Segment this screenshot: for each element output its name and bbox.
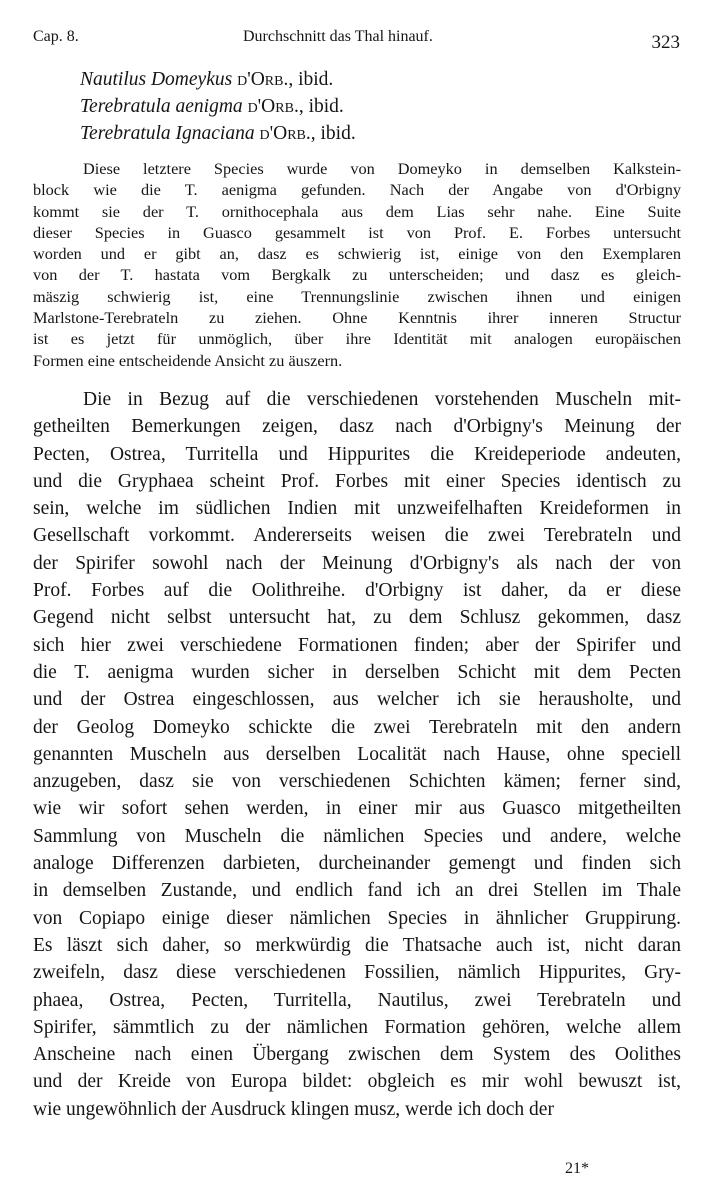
text-line: Spirifer, sämmtlich zu der nämlichen Formation gehören, welche allem — [33, 1016, 681, 1038]
text-line: wie ungewöhnlich der Ausdruck klingen musz, werde ich doch der — [33, 1098, 554, 1120]
text-line: Pecten, Ostrea, Turritella und Hippurites die Kreideperiode andeuten, — [33, 443, 681, 465]
text-line: die T. aenigma wurden sicher in derselben Schicht mit dem Pecten — [33, 661, 681, 683]
text-line: dieser Species in Guasco gesammelt ist von Prof. E. Forbes untersucht — [33, 222, 681, 242]
text-line: Prof. Forbes auf die Oolithreihe. d'Orbigny ist daher, da er diese — [33, 580, 681, 602]
text-line: von Copiapo einige dieser nämlichen Species in ähnlicher Gruppirung. — [33, 907, 681, 929]
text-line: und die Gryphaea scheint Prof. Forbes mit einer Species identisch zu — [33, 470, 681, 492]
text-line: phaea, Ostrea, Pecten, Turritella, Nautilus, zwei Terebrateln und — [33, 989, 681, 1011]
signature-mark: 21* — [565, 1160, 589, 1177]
text-line: getheilten Bemerkungen zeigen, dasz nach d'Orbigny's Meinung der — [33, 416, 681, 438]
species-reference-list — [80, 66, 356, 147]
species-reference: Terebratula Ignaciana d'Orb., ibid. — [80, 123, 356, 144]
species-reference: Terebratula aenigma d'Orb., ibid. — [80, 96, 344, 117]
species-reference: Nautilus Domeykus d'Orb., ibid. — [80, 69, 334, 90]
text-line: der Spirifer sowohl nach der Meinung d'Orbigny's als nach der von — [33, 552, 681, 574]
chapter-label: Cap. 8. — [33, 28, 79, 45]
text-line: block wie die T. aenigma gefunden. Nach der Angabe von d'Orbigny — [33, 180, 681, 200]
text-line: wie wir sofort sehen werden, in einer mir aus Guasco mitgetheilten — [33, 798, 681, 820]
text-line: Gesellschaft vorkommt. Andererseits weisen die zwei Terebrateln und — [33, 525, 681, 547]
text-line: Es läszt sich daher, so merkwürdig die Thatsache auch ist, nicht daran — [33, 934, 681, 956]
text-line: analoge Differenzen darbieten, durcheinander gemengt und finden sich — [33, 853, 681, 875]
text-line: worden und er gibt an, dasz es schwierig ist, einige von den Exemplaren — [33, 244, 681, 264]
text-line: genannten Muscheln aus derselben Localität nach Hause, ohne speciell — [33, 743, 681, 765]
body-paragraph — [33, 386, 681, 1123]
text-line: in demselben Zustande, und endlich fand ich an drei Stellen im Thale — [33, 880, 681, 902]
footnote-paragraph — [33, 158, 681, 371]
text-line: mäszig schwierig ist, eine Trennungslinie zwischen ihnen und einigen — [33, 286, 681, 306]
text-line: von der T. hastata vom Bergkalk zu unterscheiden; und dasz es gleich- — [33, 265, 681, 285]
running-header — [33, 24, 680, 52]
text-line: und der Ostrea eingeschlossen, aus welcher ich sie herausholte, und — [33, 689, 681, 711]
text-line: kommt sie der T. ornithocephala aus dem Lias sehr nahe. Eine Suite — [33, 201, 681, 221]
text-line: Diese letztere Species wurde von Domeyko in demselben Kalkstein- — [83, 159, 681, 178]
text-line: der Geolog Domeyko schickte die zwei Terebrateln mit den andern — [33, 716, 681, 738]
text-line: ist es jetzt für unmöglich, über ihre Identität mit analogen europäischen — [33, 329, 681, 349]
text-line: Sammlung von Muscheln die nämlichen Species und andere, welche — [33, 825, 681, 847]
text-line: anzugeben, dasz sie von verschiedenen Schichten kämen; ferner sind, — [33, 771, 681, 793]
text-line: Anscheine nach einen Übergang zwischen dem System des Oolithes — [33, 1044, 681, 1066]
text-line: und der Kreide von Europa bildet: obgleich es mir wohl bewuszt ist, — [33, 1071, 681, 1093]
running-title: Durchschnitt das Thal hinauf. — [243, 28, 433, 45]
text-line: Marlstone-Terebrateln zu ziehen. Ohne Kenntnis ihrer inneren Structur — [33, 308, 681, 328]
text-line: Formen eine entscheidende Ansicht zu äuszern. — [33, 350, 343, 370]
page-number: 323 — [651, 32, 680, 53]
text-line: sein, welche im südlichen Indien mit unzweifelhaften Kreideformen in — [33, 498, 681, 520]
text-line: zweifeln, dasz diese verschiedenen Fossilien, nämlich Hippurites, Gry- — [33, 962, 681, 984]
text-line: Die in Bezug auf die verschiedenen vorstehenden Muscheln mit- — [83, 389, 681, 410]
text-line: Gegend nicht selbst untersucht hat, zu dem Schlusz gekommen, dasz — [33, 607, 681, 629]
text-line: sich hier zwei verschiedene Formationen finden; aber der Spirifer und — [33, 634, 681, 656]
